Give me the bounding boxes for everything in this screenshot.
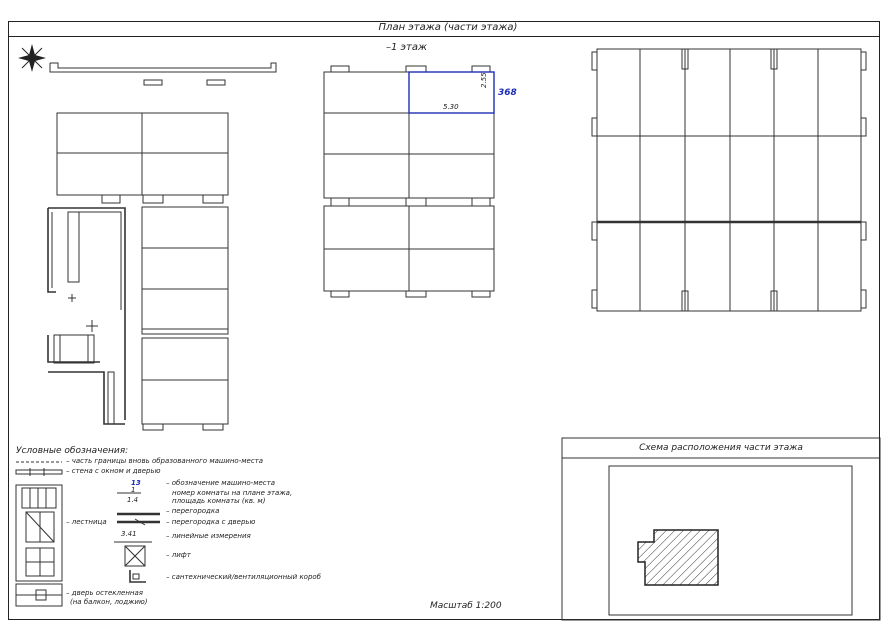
legend-title: Условные обозначения: xyxy=(16,446,129,456)
compass-icon xyxy=(18,44,46,72)
location-scheme xyxy=(562,438,880,620)
facade-strip xyxy=(50,63,276,85)
scale-label: Масштаб 1:200 xyxy=(430,601,502,611)
legend-sample-dim: 3.41 xyxy=(121,530,137,538)
legend-item-glazed-door: – дверь остекленная xyxy=(66,589,143,597)
legend-item-room-number: номер комнаты на плане этажа, xyxy=(172,489,293,497)
legend-item-partition-door: – перегородка с дверью xyxy=(166,518,256,526)
legend-item-room-area: площадь комнаты (кв. м) xyxy=(172,497,266,505)
legend-item-partition: – перегородка xyxy=(166,507,220,515)
legend-sample-room-area: 1.4 xyxy=(127,496,139,504)
legend-item-shaft: – сантехнический/вентиляционный короб xyxy=(166,573,321,581)
legend-item-boundary: – часть границы вновь образованного машино-места xyxy=(66,457,264,465)
legend-item-dimension: – линейные измерения xyxy=(166,532,251,540)
legend-item-glazed-door-note: (на балкон, лоджию) xyxy=(70,598,148,606)
location-scheme-title: Схема расположения части этажа xyxy=(639,443,803,453)
legend-sample-number: 13 xyxy=(131,479,141,487)
sheet-title: План этажа (части этажа) xyxy=(378,22,518,33)
legend-item-wall: – стена с окном и дверью xyxy=(66,467,161,475)
left-block xyxy=(48,113,228,430)
legend-item-lift: – лифт xyxy=(166,551,191,559)
legend-sample-room-num: 1 xyxy=(131,486,136,494)
legend-item-stairs: – лестница xyxy=(66,518,107,526)
parking-block xyxy=(324,66,494,297)
right-block xyxy=(592,49,866,311)
floor-label: –1 этаж xyxy=(386,42,427,53)
parking-number: 368 xyxy=(498,88,517,98)
hatched-area xyxy=(638,530,718,585)
parking-width-dim: 5.30 xyxy=(443,103,459,111)
parking-depth-dim: 2.55 xyxy=(480,72,488,88)
legend-item-parking-mark: – обозначение машино-места xyxy=(166,479,276,487)
